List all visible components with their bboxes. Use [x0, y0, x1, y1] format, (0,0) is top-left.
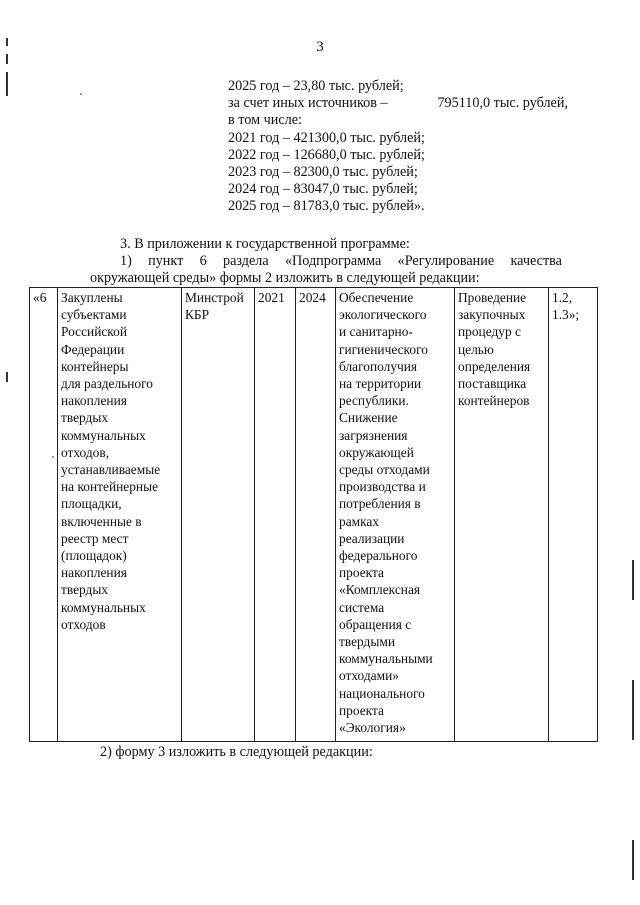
scan-speck	[80, 93, 82, 95]
funding-year-line: 2022 год – 126680,0 тыс. рублей;	[228, 146, 425, 163]
funding-line-2025-budget: 2025 год – 23,80 тыс. рублей;	[228, 78, 404, 94]
cell-number	[30, 288, 58, 742]
cell-result-text: Обеспечение экологического и санитарно- гигиенического благополучия на территории республики. Снижение загрязнения окружающей среды отходами производства и потребления в рамках реализации федерального проекта «Комплексная система обращения с твердыми коммунальными отходами» национального проекта «Экология»	[339, 290, 433, 736]
cell-number-text: «6	[33, 290, 47, 305]
cell-executor-text: Минстрой КБР	[185, 290, 244, 323]
scan-mark	[6, 372, 8, 382]
table-row	[30, 288, 598, 742]
funding-including: в том числе:	[228, 112, 302, 129]
funding-other-sources-right: 795110,0 тыс. рублей,	[437, 95, 568, 112]
funding-year-line: 2024 год – 83047,0 тыс. рублей;	[228, 181, 418, 198]
cell-name	[58, 288, 182, 742]
item-1-word: «Подпрограмма	[284, 253, 382, 269]
cell-year-end-text: 2024	[299, 290, 326, 305]
cell-activities-text: Проведение закупочных процедур с целью определения поставщика контейнеров	[458, 290, 531, 409]
cell-year-start-text: 2021	[258, 290, 285, 305]
cell-executor	[182, 288, 255, 742]
cell-name-text: Закуплены субъектами Российской Федерации контейнеры для раздельного накопления твердых коммунальных отходов, устанавливаемые на контейнерные площадки, включенные в реестр мест (площадок) накопления твердых коммунальных отходов	[61, 290, 161, 632]
cell-links	[549, 288, 598, 742]
scan-mark	[632, 680, 634, 740]
cell-links-text: 1.2, 1.3»;	[552, 290, 580, 323]
item-1-word: 6	[199, 253, 207, 269]
item-1-word: пункт	[148, 253, 184, 269]
item-1-line-2: окружающей среды» формы 2 изложить в следующей редакции:	[90, 270, 480, 286]
page-number: 3	[316, 39, 324, 55]
funding-year-line: 2023 год – 82300,0 тыс. рублей;	[228, 164, 418, 181]
scan-mark	[6, 72, 8, 96]
funding-other-sources-left: за счет иных источников –	[228, 95, 388, 112]
item-1-line-1	[90, 253, 562, 270]
cell-year-start	[255, 288, 296, 742]
item-1-word: раздела	[223, 253, 269, 269]
funding-year-line: 2021 год – 421300,0 тыс. рублей;	[228, 129, 425, 146]
item-1-word: 1)	[120, 253, 132, 269]
funding-year-line: 2025 год – 81783,0 тыс. рублей».	[228, 198, 425, 215]
cell-year-end	[296, 288, 336, 742]
item-1-word: качества	[510, 253, 562, 269]
item-2: 2) форму 3 изложить в следующей редакции:	[100, 744, 373, 760]
scan-mark	[632, 560, 634, 600]
program-table	[29, 287, 598, 742]
cell-activities	[455, 288, 549, 742]
scan-mark	[632, 840, 634, 880]
item-1-word: «Регулирование	[397, 253, 495, 269]
cell-result	[336, 288, 455, 742]
section-3-heading: 3. В приложении к государственной программе:	[120, 236, 410, 252]
funding-other-sources	[228, 95, 568, 112]
section-3-item-1	[90, 253, 562, 287]
funding-block	[228, 78, 568, 216]
